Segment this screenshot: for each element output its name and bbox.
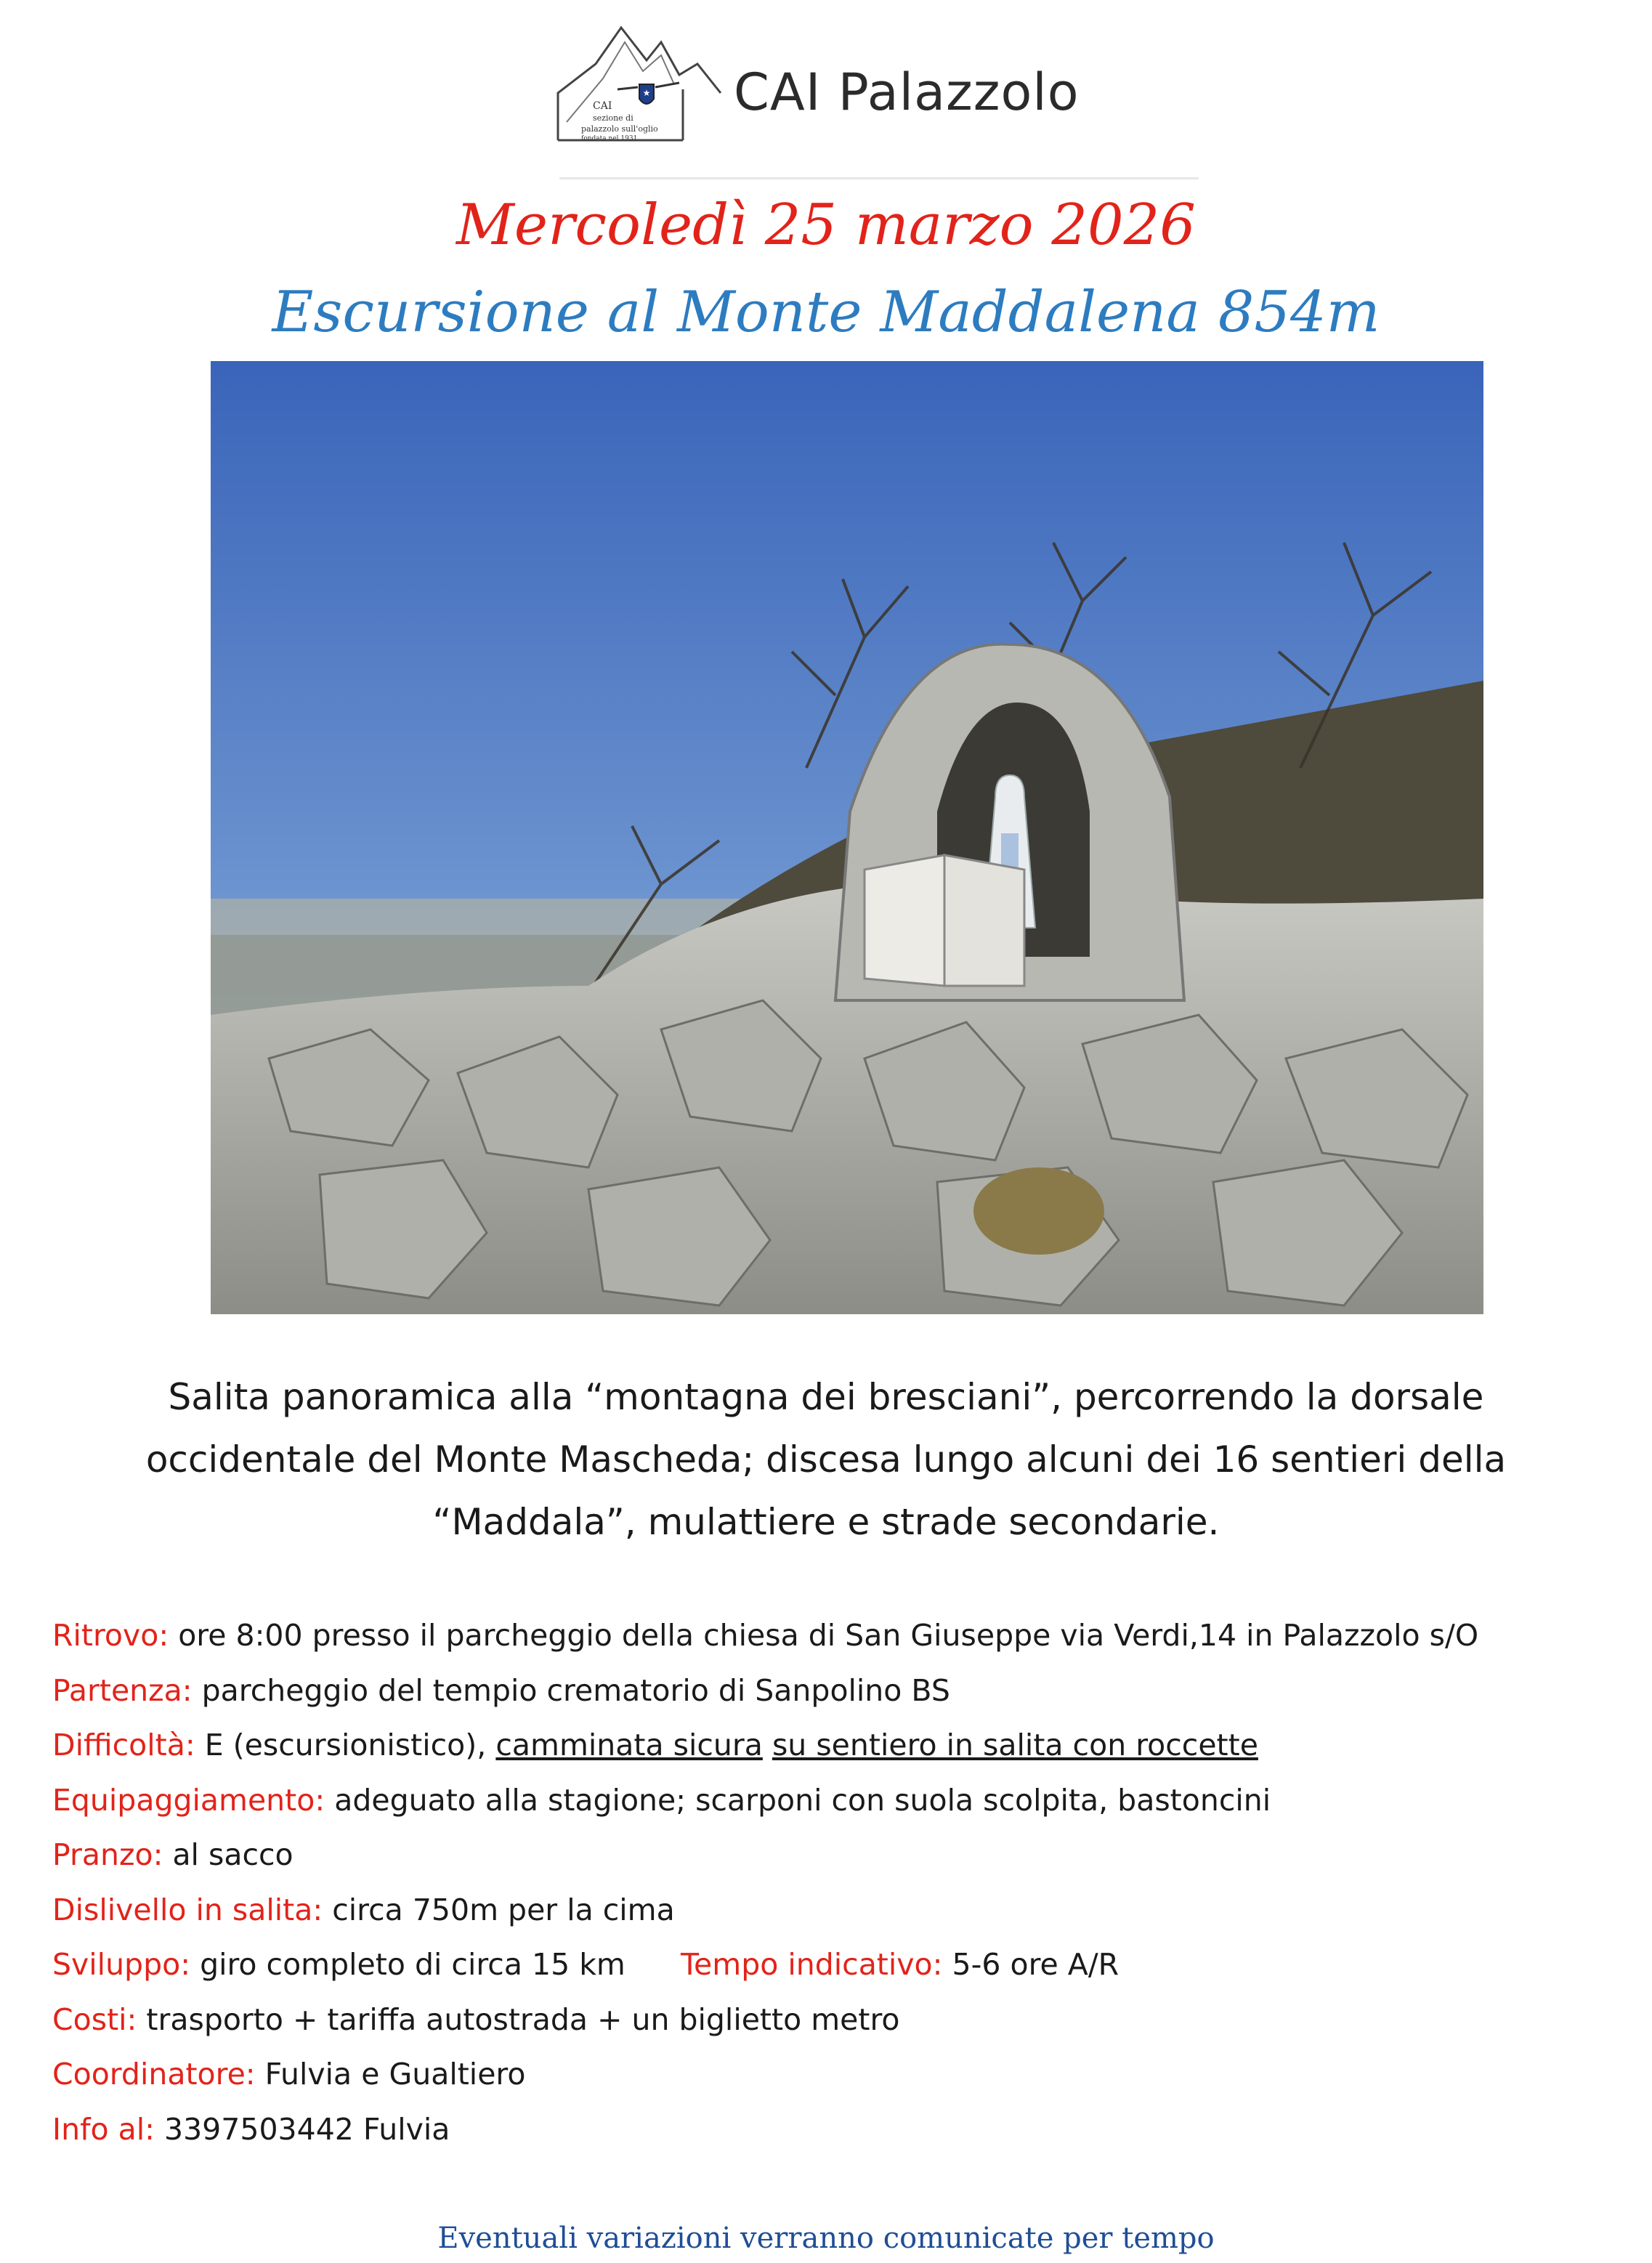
event-date: Mercoledì 25 marzo 2026 bbox=[456, 193, 1196, 258]
event-details bbox=[52, 1608, 1607, 2157]
header-divider bbox=[559, 177, 1199, 179]
intro-line-2: occidentale del Monte Mascheda; discesa lungo alcuni dei 16 sentieri della bbox=[145, 1438, 1507, 1481]
svg-text:★: ★ bbox=[642, 88, 651, 98]
difficolta-label: Difficoltà: bbox=[52, 1728, 195, 1762]
logo-section-text: sezione di bbox=[593, 113, 633, 123]
logo-city-text: palazzolo sull'oglio bbox=[581, 124, 658, 134]
intro-paragraph bbox=[65, 1366, 1587, 1553]
header bbox=[552, 20, 1141, 151]
difficolta-value: E (escursionistico), bbox=[204, 1728, 487, 1762]
partenza-value: parcheggio del tempio crematorio di Sanpolino BS bbox=[201, 1672, 950, 1708]
difficolta-underlined-2: su sentiero in salita con roccette bbox=[772, 1728, 1258, 1762]
logo-cai-text: CAI bbox=[593, 100, 612, 112]
logo-founded-text: fondata nel 1931 bbox=[581, 135, 638, 142]
sviluppo-value: giro completo di circa 15 km bbox=[200, 1947, 625, 1982]
cai-logo bbox=[552, 20, 726, 144]
event-title: Escursione al Monte Maddalena 854m bbox=[272, 280, 1380, 345]
partenza-label: Partenza: bbox=[52, 1672, 193, 1708]
info-label: Info al: bbox=[52, 2111, 155, 2147]
mountain-shrine-photo-icon bbox=[211, 361, 1483, 1314]
detail-costi bbox=[52, 1993, 1607, 2048]
dislivello-label: Dislivello in salita: bbox=[52, 1892, 323, 1927]
dislivello-value: circa 750m per la cima bbox=[332, 1892, 675, 1927]
footer-note: Eventuali variazioni verranno comunicate per tempo bbox=[437, 2222, 1215, 2255]
intro-line-3: “Maddala”, mulattiere e strade secondarie. bbox=[432, 1501, 1220, 1543]
intro-line-1: Salita panoramica alla “montagna dei bresciani”, percorrendo la dorsale bbox=[168, 1376, 1484, 1418]
costi-label: Costi: bbox=[52, 2001, 137, 2037]
detail-info bbox=[52, 2102, 1607, 2158]
info-value: 3397503442 Fulvia bbox=[164, 2111, 450, 2147]
brand-name: CAI Palazzolo bbox=[734, 62, 1080, 122]
detail-equipaggiamento bbox=[52, 1773, 1607, 1829]
coordinatore-value: Fulvia e Gualtiero bbox=[264, 2057, 526, 2092]
sviluppo-label: Sviluppo: bbox=[52, 1947, 191, 1982]
pranzo-label: Pranzo: bbox=[52, 1837, 163, 1872]
equipaggiamento-label: Equipaggiamento: bbox=[52, 1782, 325, 1818]
equipaggiamento-value: adeguato alla stagione; scarponi con suola scolpita, bastoncini bbox=[334, 1782, 1271, 1818]
tempo-value: 5-6 ore A/R bbox=[952, 1947, 1119, 1982]
detail-coordinatore bbox=[52, 2047, 1607, 2102]
pranzo-value: al sacco bbox=[172, 1837, 293, 1872]
summit-shrine-photo bbox=[211, 361, 1483, 1314]
tempo-label: Tempo indicativo: bbox=[680, 1947, 943, 1982]
detail-sviluppo bbox=[52, 1938, 1607, 1993]
detail-pranzo bbox=[52, 1828, 1607, 1883]
costi-value: trasporto + tariffa autostrada + un biglietto metro bbox=[146, 2001, 900, 2037]
coordinatore-label: Coordinatore: bbox=[52, 2057, 256, 2092]
detail-dislivello bbox=[52, 1883, 1607, 1938]
detail-difficolta bbox=[52, 1718, 1607, 1773]
detail-ritrovo bbox=[52, 1608, 1607, 1664]
ritrovo-value: ore 8:00 presso il parcheggio della chiesa di San Giuseppe via Verdi,14 in Palazzolo s/O bbox=[178, 1618, 1479, 1653]
difficolta-underlined-1: camminata sicura bbox=[495, 1728, 763, 1762]
detail-partenza bbox=[52, 1664, 1607, 1719]
ritrovo-label: Ritrovo: bbox=[52, 1618, 169, 1653]
